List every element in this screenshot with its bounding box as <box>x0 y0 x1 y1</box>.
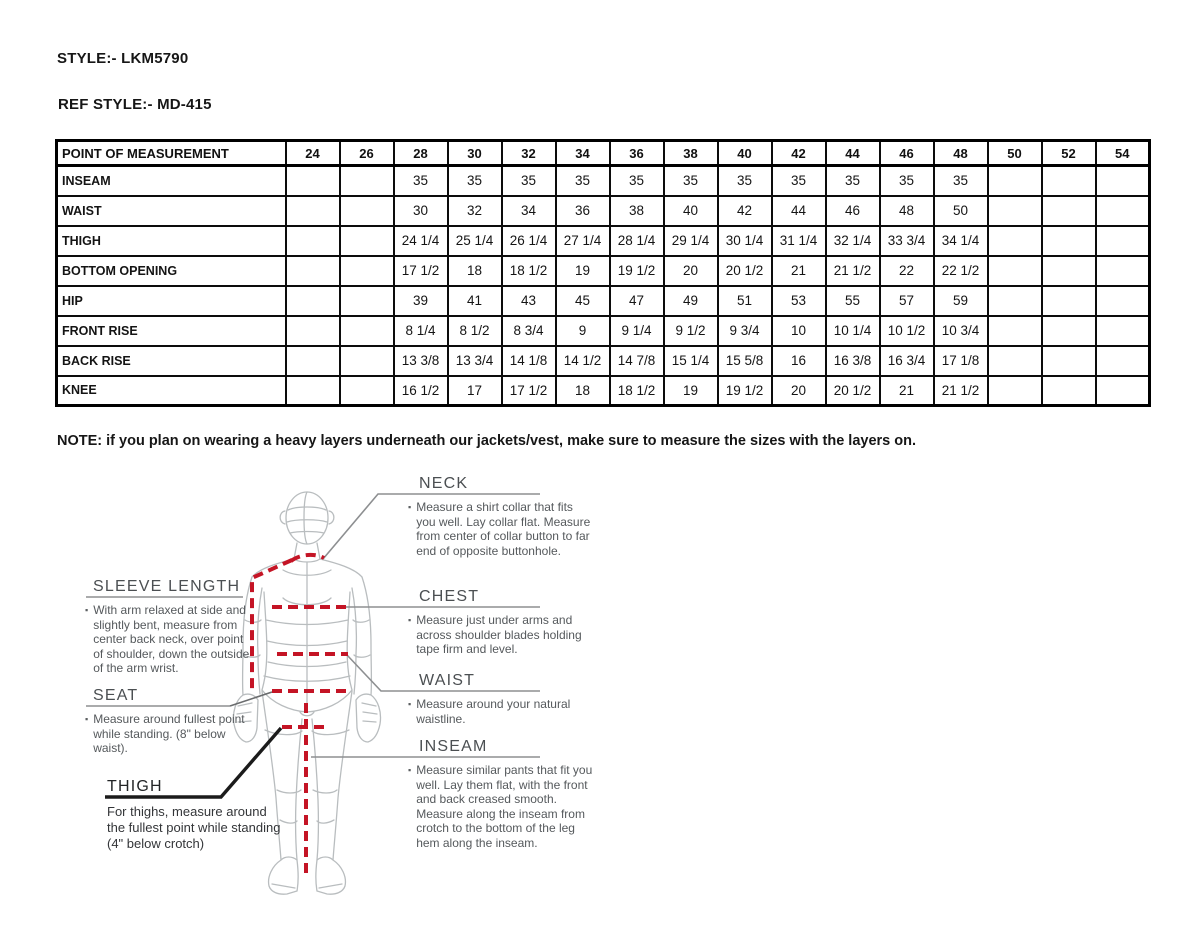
measurement-label: THIGH <box>57 226 286 256</box>
size-value-cell <box>1096 376 1150 406</box>
size-value-cell: 18 1/2 <box>610 376 664 406</box>
size-value-cell: 21 <box>772 256 826 286</box>
size-value-cell <box>1096 316 1150 346</box>
size-value-cell <box>340 196 394 226</box>
size-value-cell: 27 1/4 <box>556 226 610 256</box>
bullet-icon: ▪ <box>85 605 89 615</box>
inseam-section-title: INSEAM <box>419 738 488 755</box>
neck-section-text: Measure a shirt collar that fits you well. Lay collar flat. Measure from center of collar button to far end of opposite buttonhole. <box>416 500 591 558</box>
chest-section <box>408 587 598 657</box>
size-value-cell <box>1096 256 1150 286</box>
size-value-cell: 9 1/2 <box>664 316 718 346</box>
waist-section-text: Measure around your natural waistline. <box>416 697 571 726</box>
size-chart-body <box>57 166 1150 406</box>
size-value-cell <box>1096 226 1150 256</box>
measurement-row <box>57 226 1150 256</box>
size-value-cell <box>1042 196 1096 226</box>
size-chart-table <box>55 139 1151 407</box>
size-value-cell <box>1042 346 1096 376</box>
size-column-header: 38 <box>664 141 718 166</box>
size-value-cell <box>286 196 340 226</box>
size-value-cell: 31 1/4 <box>772 226 826 256</box>
sleeve-length-section-text: With arm relaxed at side and slightly bent, measure from center back neck, over point of shoulder, down the outside of the arm wrist. <box>93 603 250 675</box>
size-value-cell: 42 <box>718 196 772 226</box>
size-value-cell: 35 <box>880 166 934 196</box>
size-value-cell: 15 1/4 <box>664 346 718 376</box>
size-value-cell: 47 <box>610 286 664 316</box>
size-value-cell: 35 <box>448 166 502 196</box>
size-value-cell <box>340 376 394 406</box>
size-value-cell: 45 <box>556 286 610 316</box>
size-value-cell <box>988 286 1042 316</box>
size-value-cell: 34 <box>502 196 556 226</box>
size-value-cell: 17 1/2 <box>502 376 556 406</box>
size-value-cell <box>286 226 340 256</box>
size-value-cell: 51 <box>718 286 772 316</box>
sleeve-length-section-title: SLEEVE LENGTH <box>93 578 241 595</box>
size-value-cell: 17 1/2 <box>394 256 448 286</box>
seat-section-text: Measure around fullest point while standing. (8" below waist). <box>93 712 245 755</box>
size-value-cell: 44 <box>772 196 826 226</box>
size-value-cell: 20 <box>664 256 718 286</box>
size-value-cell: 43 <box>502 286 556 316</box>
thigh-section-title: THIGH <box>107 778 163 795</box>
size-value-cell: 21 1/2 <box>826 256 880 286</box>
size-value-cell <box>1042 286 1096 316</box>
size-column-header: 42 <box>772 141 826 166</box>
measurement-row <box>57 256 1150 286</box>
size-value-cell: 19 <box>556 256 610 286</box>
measurement-row <box>57 196 1150 226</box>
size-value-cell: 57 <box>880 286 934 316</box>
size-value-cell: 24 1/4 <box>394 226 448 256</box>
measurement-label: KNEE <box>57 376 286 406</box>
size-value-cell <box>988 316 1042 346</box>
size-value-cell: 10 <box>772 316 826 346</box>
ref-style-title: REF STYLE:- MD-415 <box>58 96 212 113</box>
size-value-cell <box>1042 376 1096 406</box>
size-value-cell: 17 1/8 <box>934 346 988 376</box>
size-value-cell: 22 <box>880 256 934 286</box>
size-header-row <box>57 141 1150 166</box>
measurement-row <box>57 286 1150 316</box>
size-value-cell: 8 1/2 <box>448 316 502 346</box>
measurement-label: WAIST <box>57 196 286 226</box>
size-value-cell: 21 1/2 <box>934 376 988 406</box>
size-column-header: 24 <box>286 141 340 166</box>
waist-section <box>408 671 578 726</box>
size-value-cell <box>1042 226 1096 256</box>
size-value-cell <box>988 256 1042 286</box>
size-value-cell: 14 7/8 <box>610 346 664 376</box>
size-value-cell: 35 <box>394 166 448 196</box>
size-value-cell: 50 <box>934 196 988 226</box>
size-value-cell <box>286 286 340 316</box>
size-value-cell <box>988 196 1042 226</box>
neck-section <box>408 474 593 558</box>
size-value-cell: 16 3/8 <box>826 346 880 376</box>
thigh-section-text: For thighs, measure around the fullest point while standing (4" below crotch) <box>107 804 281 851</box>
size-column-header: 32 <box>502 141 556 166</box>
measurement-row <box>57 316 1150 346</box>
neck-section-title: NECK <box>419 475 469 492</box>
size-value-cell: 21 <box>880 376 934 406</box>
size-value-cell: 26 1/4 <box>502 226 556 256</box>
size-value-cell: 18 <box>556 376 610 406</box>
size-value-cell: 35 <box>718 166 772 196</box>
size-value-cell <box>988 166 1042 196</box>
size-value-cell: 14 1/2 <box>556 346 610 376</box>
size-value-cell: 30 <box>394 196 448 226</box>
measurement-label: BOTTOM OPENING <box>57 256 286 286</box>
size-value-cell <box>1042 316 1096 346</box>
sleeve-length-section <box>85 577 253 676</box>
size-value-cell: 19 1/2 <box>718 376 772 406</box>
size-value-cell: 41 <box>448 286 502 316</box>
size-value-cell <box>1096 166 1150 196</box>
size-value-cell: 17 <box>448 376 502 406</box>
size-column-header: 46 <box>880 141 934 166</box>
size-value-cell: 9 <box>556 316 610 346</box>
size-value-cell: 16 <box>772 346 826 376</box>
bullet-icon: ▪ <box>408 765 412 775</box>
size-value-cell <box>988 346 1042 376</box>
size-value-cell: 35 <box>826 166 880 196</box>
size-value-cell: 33 3/4 <box>880 226 934 256</box>
size-value-cell <box>286 376 340 406</box>
size-value-cell: 28 1/4 <box>610 226 664 256</box>
size-value-cell: 19 1/2 <box>610 256 664 286</box>
size-value-cell: 13 3/8 <box>394 346 448 376</box>
size-column-header: 36 <box>610 141 664 166</box>
size-value-cell: 53 <box>772 286 826 316</box>
size-value-cell: 46 <box>826 196 880 226</box>
size-value-cell: 10 1/4 <box>826 316 880 346</box>
size-value-cell: 18 <box>448 256 502 286</box>
size-column-header: 34 <box>556 141 610 166</box>
size-value-cell: 20 <box>772 376 826 406</box>
seat-section <box>85 686 247 756</box>
size-value-cell: 40 <box>664 196 718 226</box>
size-value-cell <box>1042 256 1096 286</box>
size-value-cell: 15 5/8 <box>718 346 772 376</box>
size-column-header: 30 <box>448 141 502 166</box>
size-value-cell: 10 3/4 <box>934 316 988 346</box>
size-value-cell: 35 <box>610 166 664 196</box>
inseam-section <box>408 737 598 850</box>
size-column-header: 40 <box>718 141 772 166</box>
size-value-cell <box>340 166 394 196</box>
size-value-cell <box>988 226 1042 256</box>
size-value-cell <box>340 256 394 286</box>
size-column-header: 50 <box>988 141 1042 166</box>
size-value-cell: 16 1/2 <box>394 376 448 406</box>
size-value-cell: 48 <box>880 196 934 226</box>
size-value-cell <box>340 316 394 346</box>
size-value-cell <box>286 346 340 376</box>
style-title: STYLE:- LKM5790 <box>57 50 189 67</box>
size-value-cell: 35 <box>934 166 988 196</box>
size-value-cell <box>286 166 340 196</box>
size-column-header: 48 <box>934 141 988 166</box>
inseam-section-text: Measure similar pants that fit you well. Lay them flat, with the front and back creased smooth. Measure along the inseam from crotch to the bottom of the leg hem along the inseam. <box>416 763 593 850</box>
size-value-cell: 39 <box>394 286 448 316</box>
bullet-icon: ▪ <box>408 615 412 625</box>
size-value-cell: 35 <box>502 166 556 196</box>
size-value-cell: 34 1/4 <box>934 226 988 256</box>
bullet-icon: ▪ <box>85 714 89 724</box>
size-value-cell: 20 1/2 <box>826 376 880 406</box>
size-value-cell: 49 <box>664 286 718 316</box>
size-value-cell: 29 1/4 <box>664 226 718 256</box>
bullet-icon: ▪ <box>408 699 412 709</box>
point-of-measurement-header: POINT OF MEASUREMENT <box>57 141 286 166</box>
chest-section-text: Measure just under arms and across shoulder blades holding tape firm and level. <box>416 613 582 656</box>
measurement-row <box>57 376 1150 406</box>
size-value-cell: 59 <box>934 286 988 316</box>
measurement-label: HIP <box>57 286 286 316</box>
size-column-header: 54 <box>1096 141 1150 166</box>
chest-section-title: CHEST <box>419 588 480 605</box>
sleeve-measure-line <box>252 560 292 694</box>
measurement-label: FRONT RISE <box>57 316 286 346</box>
size-value-cell <box>340 346 394 376</box>
size-value-cell <box>1096 286 1150 316</box>
waist-section-title: WAIST <box>419 672 476 689</box>
size-value-cell: 18 1/2 <box>502 256 556 286</box>
measurement-label: BACK RISE <box>57 346 286 376</box>
size-value-cell: 22 1/2 <box>934 256 988 286</box>
size-value-cell <box>340 286 394 316</box>
measurement-label: INSEAM <box>57 166 286 196</box>
size-column-header: 26 <box>340 141 394 166</box>
size-value-cell: 8 3/4 <box>502 316 556 346</box>
size-value-cell: 14 1/8 <box>502 346 556 376</box>
measurement-row <box>57 166 1150 196</box>
size-value-cell: 35 <box>772 166 826 196</box>
size-value-cell: 55 <box>826 286 880 316</box>
size-value-cell: 25 1/4 <box>448 226 502 256</box>
size-value-cell <box>286 316 340 346</box>
size-value-cell: 36 <box>556 196 610 226</box>
note-text: NOTE: if you plan on wearing a heavy layers underneath our jackets/vest, make sure to measure the sizes with the layers on. <box>57 433 917 449</box>
size-value-cell <box>1096 196 1150 226</box>
seat-section-title: SEAT <box>93 687 139 704</box>
size-value-cell: 16 3/4 <box>880 346 934 376</box>
size-value-cell: 8 1/4 <box>394 316 448 346</box>
size-value-cell: 13 3/4 <box>448 346 502 376</box>
size-column-header: 28 <box>394 141 448 166</box>
thigh-section <box>107 777 282 852</box>
size-value-cell <box>988 376 1042 406</box>
size-value-cell: 32 1/4 <box>826 226 880 256</box>
size-value-cell <box>340 226 394 256</box>
size-value-cell: 35 <box>664 166 718 196</box>
size-value-cell: 20 1/2 <box>718 256 772 286</box>
size-value-cell: 32 <box>448 196 502 226</box>
size-value-cell: 38 <box>610 196 664 226</box>
measurement-row <box>57 346 1150 376</box>
size-value-cell: 35 <box>556 166 610 196</box>
size-value-cell <box>1042 166 1096 196</box>
size-value-cell: 30 1/4 <box>718 226 772 256</box>
size-value-cell: 9 3/4 <box>718 316 772 346</box>
bullet-icon: ▪ <box>408 502 412 512</box>
size-column-header: 44 <box>826 141 880 166</box>
size-value-cell <box>286 256 340 286</box>
neck-measure-line <box>291 555 324 561</box>
size-value-cell <box>1096 346 1150 376</box>
size-value-cell: 9 1/4 <box>610 316 664 346</box>
size-value-cell: 10 1/2 <box>880 316 934 346</box>
size-value-cell: 19 <box>664 376 718 406</box>
size-column-header: 52 <box>1042 141 1096 166</box>
